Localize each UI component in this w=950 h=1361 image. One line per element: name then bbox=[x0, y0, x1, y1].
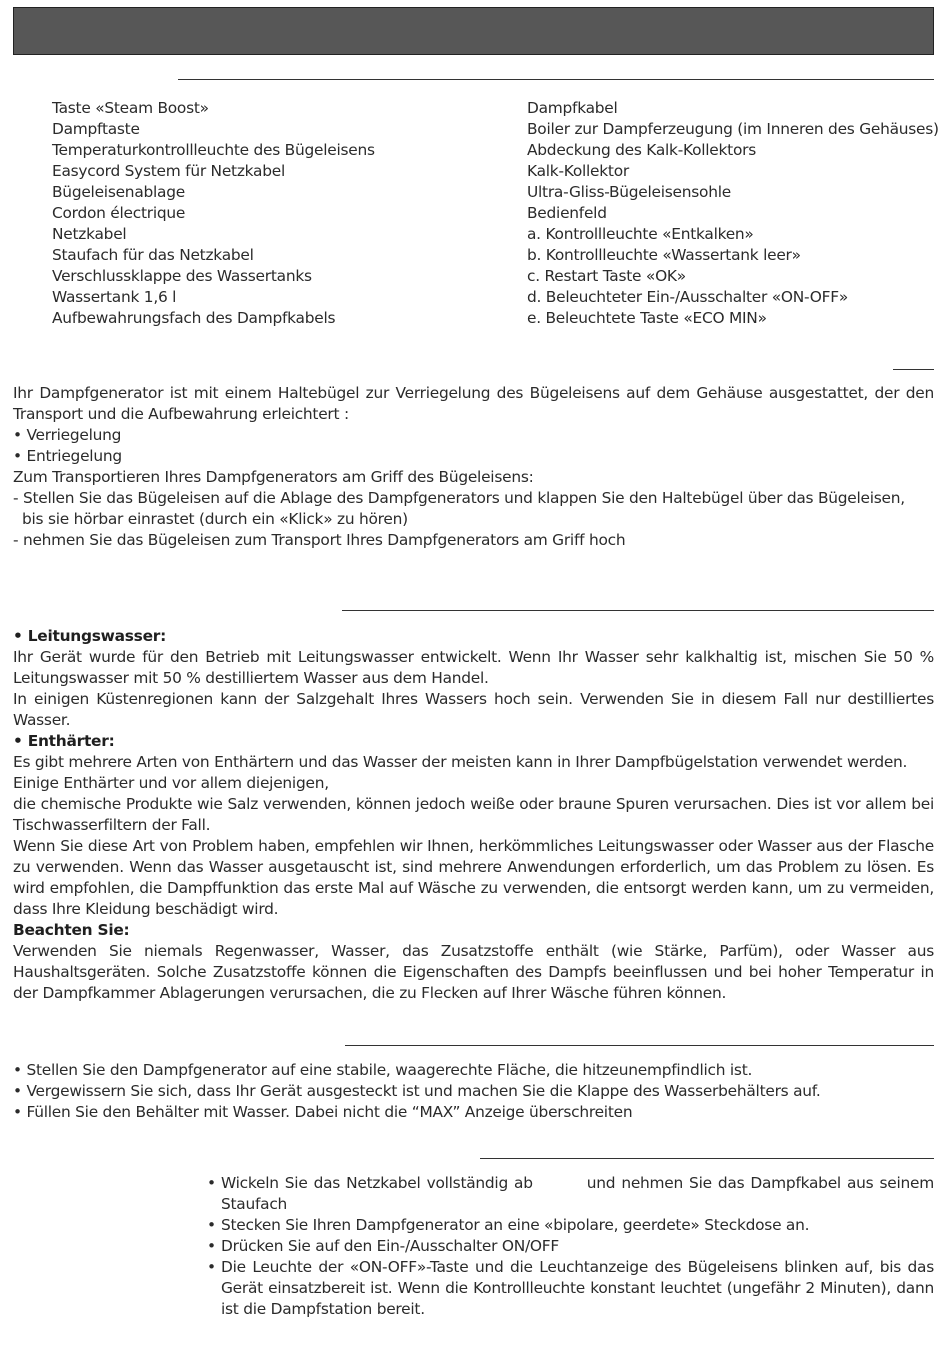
fill-step-3: • Füllen Sie den Behälter mit Wasser. Dabei nicht die “MAX” Anzeige überschreiten bbox=[13, 1103, 633, 1121]
section-rule-startup bbox=[480, 1158, 934, 1159]
transport-intro: Zum Transportieren Ihres Dampfgenerators am Griff des Bügeleisens: bbox=[13, 468, 534, 486]
part-item: c. Restart Taste «OK» bbox=[527, 267, 686, 285]
tap-water-text-2: In einigen Küstenregionen kann der Salzgehalt Ihres Wassers hoch sein. Verwenden Sie in diesem Fall nur destilliertes Wasser. bbox=[13, 690, 934, 729]
transport-step-2: - nehmen Sie das Bügeleisen zum Transport Ihres Dampfgenerators am Griff hoch bbox=[13, 531, 626, 549]
unlock-item: • Entriegelung bbox=[13, 447, 122, 465]
parts-list-right bbox=[527, 98, 939, 329]
bullet: • bbox=[207, 1216, 216, 1234]
note-text: Verwenden Sie niemals Regenwasser, Wasser, das Zusatzstoffe enthält (wie Stärke, Parfüm), oder Wasser aus Haushaltsgeräten. Solche Zusatzstoffe können die Eigenschaften des Dampfs beeinflussen und bei hoher Temperatur in der Dampfkammer Ablagerungen verursachen, die zu Flecken auf Ihrer Wäsche führen können. bbox=[13, 942, 934, 1002]
bullet: • bbox=[207, 1174, 216, 1192]
lock-section bbox=[13, 383, 934, 551]
fill-step-2: • Vergewissern Sie sich, dass Ihr Gerät ausgesteckt ist und machen Sie die Klappe des Wasserbehälters auf. bbox=[13, 1082, 821, 1100]
part-item: b. Kontrollleuchte «Wassertank leer» bbox=[527, 246, 801, 264]
part-item: Aufbewahrungsfach des Dampfkabels bbox=[52, 309, 336, 327]
softener-heading: • Enthärter: bbox=[13, 732, 115, 750]
fill-step-1: • Stellen Sie den Dampfgenerator auf eine stabile, waagerechte Fläche, die hitzeunempfindlich ist. bbox=[13, 1061, 753, 1079]
startup-step-2: • Stecken Sie Ihren Dampfgenerator an eine «bipolare, geerdete» Steckdose an. bbox=[207, 1216, 810, 1234]
startup-step-1: • Wickeln Sie das Netzkabel vollständig ab und nehmen Sie das Dampfkabel aus seinem Staufach bbox=[207, 1174, 934, 1213]
part-item: Cordon électrique bbox=[52, 204, 186, 222]
tap-water-text: Ihr Gerät wurde für den Betrieb mit Leitungswasser entwickelt. Wenn Ihr Wasser sehr kalkhaltig ist, mischen Sie 50 % Leitungswasser mit 50 % destilliertem Wasser aus dem Handel. bbox=[13, 648, 934, 687]
part-item: Taste «Steam Boost» bbox=[52, 99, 209, 117]
part-item: Verschlussklappe des Wassertanks bbox=[52, 267, 312, 285]
startup-step-4: • Die Leuchte der «ON-OFF»-Taste und die Leuchtanzeige des Bügeleisens blinken auf, bis das Gerät einsatzbereit ist. Wenn die Kontrollleuchte konstant leuchtet (ungefähr 2 Minuten), dann ist die Dampfstation bereit. bbox=[207, 1258, 934, 1318]
tap-water-heading: • Leitungswasser: bbox=[13, 627, 167, 645]
part-item: e. Beleuchtete Taste «ECO MIN» bbox=[527, 309, 767, 327]
section-rule-water bbox=[342, 610, 934, 611]
part-item: Netzkabel bbox=[52, 225, 127, 243]
part-item: Dampftaste bbox=[52, 120, 140, 138]
part-item: Staufach für das Netzkabel bbox=[52, 246, 254, 264]
section-rule-parts bbox=[178, 79, 934, 80]
section-rule-fill bbox=[345, 1045, 934, 1046]
note-heading: Beachten Sie: bbox=[13, 921, 130, 939]
part-item: Abdeckung des Kalk-Kollektors bbox=[527, 141, 756, 159]
part-item: a. Kontrollleuchte «Entkalken» bbox=[527, 225, 754, 243]
part-item: Dampfkabel bbox=[527, 99, 618, 117]
bullet: • bbox=[207, 1258, 216, 1276]
part-item: Temperaturkontrollleuchte des Bügeleisens bbox=[52, 141, 375, 159]
section-rule-lock bbox=[893, 369, 934, 370]
part-item: d. Beleuchteter Ein-/Ausschalter «ON-OFF» bbox=[527, 288, 848, 306]
softener-text-3: die chemische Produkte wie Salz verwenden, können jedoch weiße oder braune Spuren verursachen. Dies ist vor allem bei Tischwasserfiltern der Fall. bbox=[13, 795, 934, 834]
part-item: Bedienfeld bbox=[527, 204, 607, 222]
part-item: Ultra-Gliss-Bügeleisensohle bbox=[527, 183, 731, 201]
parts-list-left bbox=[52, 98, 375, 329]
part-item: Bügeleisenablage bbox=[52, 183, 185, 201]
startup-step-3: • Drücken Sie auf den Ein-/Ausschalter ON/OFF bbox=[207, 1237, 560, 1255]
softener-text-2: Einige Enthärter und vor allem diejenigen, bbox=[13, 774, 329, 792]
part-item: Wassertank 1,6 l bbox=[52, 288, 177, 306]
lock-intro: Ihr Dampfgenerator ist mit einem Haltebügel zur Verriegelung des Bügeleisens auf dem Gehäuse ausgestattet, der den Transport und die Aufbewahrung erleichtert : bbox=[13, 384, 934, 423]
softener-text: Es gibt mehrere Arten von Enthärtern und das Wasser der meisten kann in Ihrer Dampfbügelstation verwendet werden. bbox=[13, 753, 908, 771]
water-section bbox=[13, 626, 934, 1004]
part-item: Boiler zur Dampferzeugung (im Inneren des Gehäuses) bbox=[527, 120, 939, 138]
header-bar bbox=[13, 7, 934, 55]
fill-section bbox=[13, 1060, 934, 1123]
transport-step-1: - Stellen Sie das Bügeleisen auf die Ablage des Dampfgenerators und klappen Sie den Haltebügel über das Bügeleisen, bbox=[13, 489, 905, 507]
part-item: Easycord System für Netzkabel bbox=[52, 162, 285, 180]
bullet: • bbox=[207, 1237, 216, 1255]
startup-section bbox=[207, 1173, 934, 1320]
part-item: Kalk-Kollektor bbox=[527, 162, 629, 180]
softener-text-4: Wenn Sie diese Art von Problem haben, empfehlen wir Ihnen, herkömmliches Leitungswasser oder Wasser aus der Flasche zu verwenden. Wenn das Wasser ausgetauscht ist, sind mehrere Anwendungen erforderlich, um das Problem zu lösen. Es wird empfohlen, die Dampffunktion das erste Mal auf Wäsche zu verwenden, die entsorgt werden kann, um zu vermeiden, dass Ihre Kleidung beschädigt wird. bbox=[13, 837, 934, 918]
lock-item: • Verriegelung bbox=[13, 426, 122, 444]
transport-step-1-cont: bis sie hörbar einrastet (durch ein «Klick» zu hören) bbox=[22, 510, 408, 528]
